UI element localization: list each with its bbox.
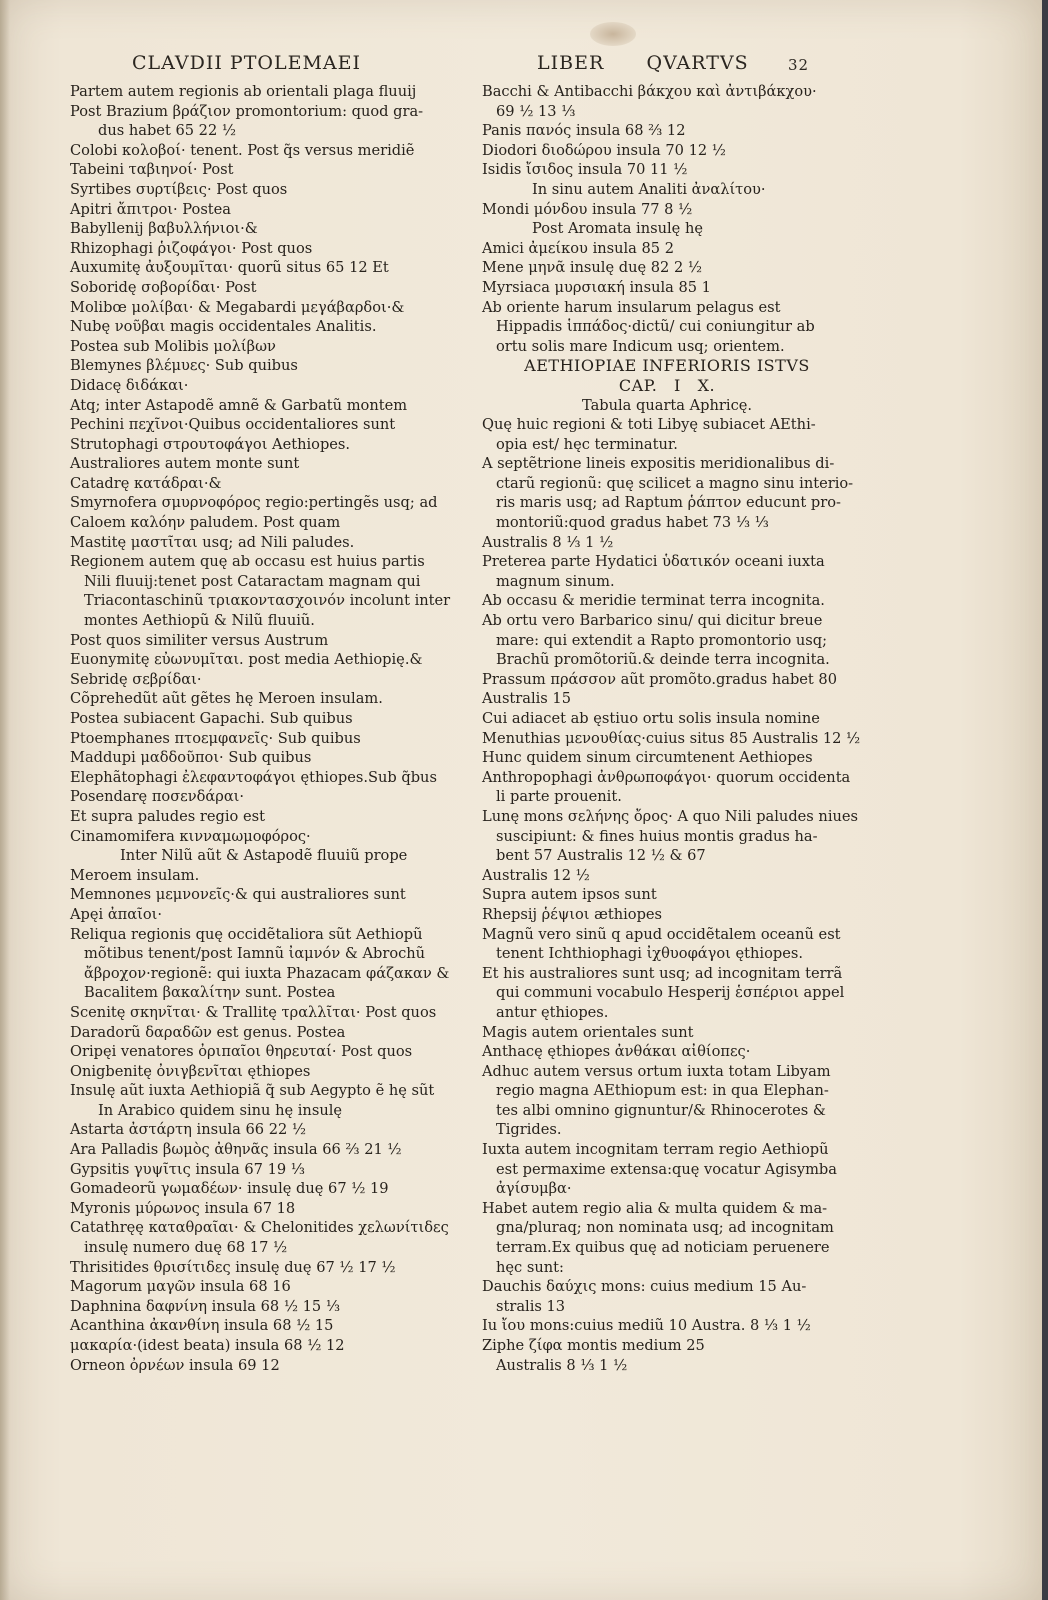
- text-line: Cinamomifera κινναμωμοφόρος·: [70, 827, 311, 845]
- text-line: Iu ἴου mons:cuius mediũ 10 Austra. 8 ⅓ 1 ½: [482, 1317, 811, 1335]
- text-line: Insulę aũt iuxta Aethiopiã q̃ sub Aegypto ẽ hę sũt: [70, 1082, 435, 1100]
- text-line: Hippadis ἱππάδος·dictũ/ cui coniungitur ab: [496, 318, 815, 336]
- text-line: Tigrides.: [496, 1121, 562, 1139]
- text-line: terram.Ex quibus quę ad noticiam peruenere: [496, 1239, 830, 1257]
- table-caption: Tabula quarta Aphricę.: [581, 396, 753, 414]
- text-line: Australis 15: [482, 690, 572, 708]
- text-line: Et his australiores sunt usq; ad incognitam terrã: [482, 964, 843, 982]
- text-line: Post Brazium βράζιον promontorium: quod gra-: [70, 102, 424, 120]
- chapter-number: CAP. I X.: [618, 375, 716, 395]
- text-line: Australis 8 ⅓ 1 ½: [496, 1356, 628, 1374]
- text-line: Caloem καλόην paludem. Post quam: [70, 514, 341, 532]
- text-line: Australiores autem monte sunt: [70, 455, 300, 473]
- right-column: [482, 82, 861, 1375]
- text-line: tenent Ichthiophagi ἰχθυοφάγοι ęthiopes.: [496, 945, 803, 963]
- text-line: Hunc quidem sinum circumtenent Aethiopes: [482, 749, 813, 767]
- text-line: Didacę διδάκαι·: [70, 376, 189, 394]
- text-line: Postea sub Molibis μολίβων: [70, 337, 276, 355]
- text-line: magnum sinum.: [496, 572, 615, 590]
- text-line: μακαρία·(idest beata) insula 68 ½ 12: [70, 1337, 345, 1354]
- text-line: ἄβροχον·regionẽ: qui iuxta Phazacam φάζακαν &: [84, 964, 450, 982]
- text-line: insulę numero duę 68 17 ½: [84, 1239, 288, 1257]
- text-line: Thrisitides θρισίτιδες insulę duę 67 ½ 17 ½: [70, 1258, 396, 1276]
- text-line: Bacchi & Antibacchi βάκχου καὶ ἀντιβάκχου·: [482, 83, 817, 100]
- text-line: Partem autem regionis ab orientali plaga fluuij: [70, 83, 417, 100]
- text-line: li parte prouenit.: [496, 788, 622, 806]
- text-line: In Arabico quidem sinu hę insulę: [98, 1101, 343, 1119]
- text-line: Australis 12 ½: [482, 866, 590, 884]
- text-line: Maddupi μαδδοῦποι· Sub quibus: [70, 749, 312, 767]
- text-line: Mene μηνᾶ insulę duę 82 2 ½: [482, 259, 703, 277]
- text-line: Ab oriente harum insularum pelagus est: [482, 298, 781, 316]
- text-line: Auxumitę ἀυξουμῖται· quorũ situs 65 12 Et: [70, 259, 389, 277]
- text-line: ortu solis mare Indicum usq; orientem.: [496, 337, 785, 355]
- text-line: montoriũ:quod gradus habet 73 ⅓ ⅓: [496, 514, 769, 532]
- text-line: regio magna AEthiopum est: in qua Elephan-: [496, 1082, 829, 1100]
- text-line: Scenitę σκηνῖται· & Trallitę τραλλῖται· Post quos: [70, 1003, 437, 1021]
- text-line: Magis autem orientales sunt: [482, 1023, 694, 1041]
- text-line: In sinu autem Analiti ἀναλίτου·: [532, 180, 766, 198]
- text-line: Catathręę καταθραῖαι· & Chelonitides χελωνίτιδες: [70, 1219, 449, 1237]
- text-line: Astarta ἀστάρτη insula 66 22 ½: [70, 1121, 307, 1139]
- text-line: Inter Nilũ aũt & Astapodẽ fluuiũ prope: [120, 847, 408, 865]
- text-line: Myrsiaca μυρσιακή insula 85 1: [482, 278, 711, 296]
- text-line: Ara Palladis βωμὸς ἀθηνᾶς insula 66 ⅔ 21 ½: [70, 1141, 402, 1159]
- text-line: Orneon ὀρνέων insula 69 12: [70, 1356, 280, 1374]
- text-line: Catadrę κατάδραι·&: [70, 474, 222, 492]
- text-line: Anthropophagi ἀνθρωποφάγοι· quorum occidenta: [482, 768, 851, 786]
- text-line: montes Aethiopũ & Nilũ fluuiũ.: [84, 612, 315, 630]
- text-line: Et supra paludes regio est: [70, 807, 265, 825]
- text-line: mare: qui extendit a Rapto promontorio usq;: [496, 631, 828, 649]
- chapter-heading: AETHIOPIAE INFERIORIS ISTVS: [524, 356, 810, 376]
- text-line: Cui adiacet ab ęstiuo ortu solis insula nomine: [482, 710, 820, 727]
- text-line: Prassum πράσσον aũt promõto.gradus habet 80: [482, 670, 838, 688]
- text-line: Memnones μεμνονεῖς·& qui australiores sunt: [70, 886, 406, 904]
- text-line: A septẽtrione lineis expositis meridionalibus di-: [482, 455, 835, 473]
- text-line: Post Aromata insulę hę: [532, 220, 703, 238]
- text-line: Strutophagi στρουτοφάγοι Aethiopes.: [70, 435, 351, 453]
- text-line: Tabeini ταβιηνοί· Post: [70, 161, 234, 179]
- text-line: est permaxime extensa:quę vocatur Agisymba: [496, 1160, 837, 1178]
- text-line: Bacalitem βακαλίτην sunt. Postea: [84, 984, 336, 1002]
- text-line: Meroem insulam.: [70, 866, 200, 884]
- text-line: Menuthias μενουθίας·cuius situs 85 Australis 12 ½: [482, 729, 861, 747]
- text-line: qui communi vocabulo Hesperij ἑσπέριοι appel: [496, 984, 845, 1002]
- text-line: Triacontaschinũ τριακοντασχοινόν incolunt inter: [84, 592, 451, 610]
- text-line: ctarũ regionũ: quę scilicet a magno sinu interio-: [496, 474, 854, 492]
- text-line: ἀγίσυμβα·: [496, 1180, 572, 1198]
- text-line: Mastitę μαστῖται usq; ad Nili paludes.: [70, 533, 355, 551]
- text-line: Quę huic regioni & toti Libyę subiacet AEthi-: [482, 416, 816, 434]
- text-line: Babyllenij βαβυλλήνιοι·&: [70, 220, 258, 238]
- text-line: bent 57 Australis 12 ½ & 67: [496, 847, 706, 865]
- text-line: mõtibus tenent/post Iamnũ ἰαμνόν & Abrochũ: [84, 945, 426, 963]
- text-line: Cõprehedũt aũt gẽtes hę Meroen insulam.: [70, 690, 383, 708]
- folio-number: 32: [788, 56, 810, 74]
- text-line: Regionem autem quę ab occasu est huius partis: [70, 553, 425, 571]
- text-line: Posendarę ποσενδάραι·: [70, 788, 245, 806]
- text-line: Magnũ vero sinũ q apud occidẽtalem oceanũ est: [482, 925, 841, 943]
- text-line: Ziphe ζίφα montis medium 25: [482, 1337, 705, 1354]
- text-line: Daphnina δαφνίνη insula 68 ½ 15 ⅓: [70, 1297, 340, 1315]
- text-line: opia est/ hęc terminatur.: [496, 435, 678, 453]
- text-line: Magorum μαγῶν insula 68 16: [70, 1278, 291, 1296]
- text-line: Panis πανός insula 68 ⅔ 12: [482, 122, 686, 140]
- ink-blot: [590, 22, 636, 46]
- text-line: Iuxta autem incognitam terram regio Aethiopũ: [482, 1141, 829, 1159]
- text-line: Isidis ἴσιδος insula 70 11 ½: [482, 161, 688, 179]
- text-line: dus habet 65 22 ½: [98, 122, 237, 140]
- running-head-middle: LIBER QVARTVS: [537, 52, 749, 74]
- text-line: ris maris usq; ad Raptum ῥάπτον educunt pro-: [496, 494, 841, 512]
- text-line: Ab ortu vero Barbarico sinu/ qui dicitur breue: [482, 612, 823, 630]
- text-line: Australis 8 ⅓ 1 ½: [482, 533, 614, 551]
- text-line: gna/pluraq; non nominata usq; ad incognitam: [496, 1219, 834, 1237]
- text-line: suscipiunt: & fines huius montis gradus ha-: [496, 827, 818, 845]
- text-line: Apitri ἄπιτροι· Postea: [70, 200, 232, 218]
- text-line: Oripęi venatores ὀριπαῖοι θηρευταί· Post quos: [70, 1043, 413, 1061]
- text-line: Habet autem regio alia & multa quidem & ma-: [482, 1199, 828, 1217]
- text-line: Atq; inter Astapodẽ amnẽ & Garbatũ montem: [70, 396, 408, 414]
- text-line: Amici ἀμείκου insula 85 2: [482, 239, 675, 257]
- text-line: Gypsitis γυψῖτις insula 67 19 ⅓: [70, 1160, 305, 1178]
- text-line: Lunę mons σελήνης ὄρος· A quo Nili paludes niues: [482, 807, 859, 825]
- text-line: Blemynes βλέμυες· Sub quibus: [70, 357, 298, 375]
- text-line: Smyrnofera σμυρνοφόρος regio:pertingẽs usq; ad: [70, 494, 438, 512]
- text-line: Adhuc autem versus ortum iuxta totam Libyam: [482, 1062, 831, 1080]
- text-line: Pechini πεχῖνοι·Quibus occidentaliores sunt: [70, 416, 396, 434]
- text-line: hęc sunt:: [496, 1258, 564, 1276]
- text-line: Nubę νοῦβαι magis occidentales Analitis.: [70, 318, 377, 336]
- text-line: Ab occasu & meridie terminat terra incognita.: [482, 592, 825, 610]
- text-line: stralis 13: [496, 1297, 566, 1315]
- text-line: Nili fluuij:tenet post Cataractam magnam qui: [84, 572, 421, 590]
- left-column: [70, 82, 451, 1375]
- text-line: Preterea parte Hydatici ὑδατικόν oceani iuxta: [482, 553, 825, 571]
- text-line: Soboridę σοβορίδαι· Post: [70, 278, 257, 296]
- binding-shadow: [0, 0, 10, 1600]
- text-line: Supra autem ipsos sunt: [482, 886, 657, 904]
- text-line: Molibœ μολίβαι· & Megabardi μεγάβαρδοι·&: [70, 298, 405, 316]
- text-line: Reliqua regionis quę occidẽtaliora sũt Aethiopũ: [70, 925, 423, 943]
- text-line: Mondi μόνδου insula 77 8 ½: [482, 200, 693, 218]
- text-line: Myronis μύρωνος insula 67 18: [70, 1199, 296, 1217]
- text-line: Acanthina ἀκανθίνη insula 68 ½ 15: [70, 1317, 334, 1335]
- text-line: tes albi omnino gignuntur/& Rhinocerotes &: [496, 1101, 826, 1119]
- text-line: Postea subiacent Gapachi. Sub quibus: [70, 710, 353, 727]
- text-line: Elephãtophagi ἐλεφαντοφάγοι ęthiopes.Sub q̃bus: [70, 768, 437, 786]
- text-line: Syrtibes συρτίβεις· Post quos: [70, 180, 288, 198]
- text-line: Post quos similiter versus Austrum: [70, 631, 329, 649]
- text-line: Apęi ἀπαῖοι·: [70, 905, 162, 923]
- text-line: antur ęthiopes.: [496, 1003, 609, 1021]
- text-line: Onigbenitę ὀνιγβενῖται ęthiopes: [70, 1062, 311, 1080]
- text-line: Euonymitę εὐωνυμῖται. post media Aethiopię.&: [70, 651, 423, 669]
- text-line: Colobi κολοβοί· tenent. Post q̃s versus meridiẽ: [70, 141, 415, 159]
- text-line: Brachũ promõtoriũ.& deinde terra incognita.: [496, 651, 830, 669]
- text-line: Rhizophagi ῥιζοφάγοι· Post quos: [70, 239, 313, 257]
- text-line: Ptoemphanes πτοεμφανεῖς· Sub quibus: [70, 729, 361, 747]
- text-line: Diodori διοδώρου insula 70 12 ½: [482, 141, 726, 159]
- text-line: Daradorũ δαραδῶν est genus. Postea: [70, 1023, 346, 1041]
- text-line: Anthacę ęthiopes ἀνθάκαι αἰθίοπες·: [482, 1043, 751, 1061]
- text-line: Sebridę σεβρίδαι·: [70, 670, 202, 688]
- running-head-left: CLAVDII PTOLEMAEI: [132, 52, 362, 74]
- text-line: Dauchis δαύχις mons: cuius medium 15 Au-: [482, 1278, 807, 1296]
- text-line: Gomadeorũ γωμαδέων· insulę duę 67 ½ 19: [70, 1180, 389, 1198]
- text-line: 69 ½ 13 ⅓: [496, 102, 576, 120]
- text-line: Rhepsij ῥέψιοι æthiopes: [482, 905, 663, 923]
